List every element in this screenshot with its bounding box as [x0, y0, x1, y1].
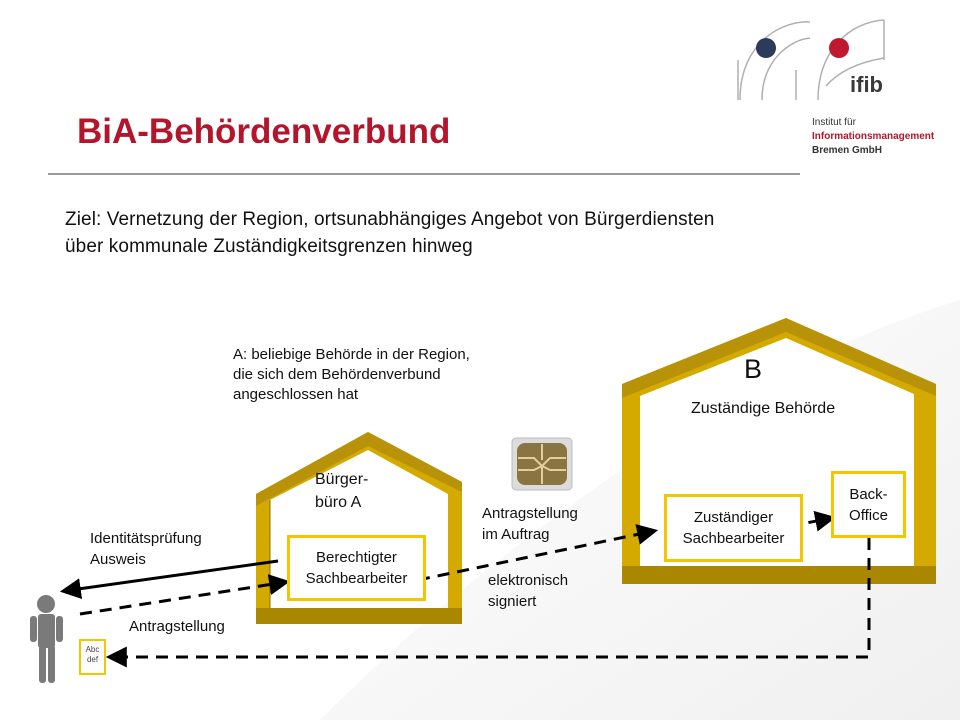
house-a-name-line-2: büro A — [315, 494, 362, 511]
document-line-2: def — [86, 655, 99, 664]
identity-label-line-1: Identitätsprüfung — [90, 530, 202, 547]
responsible-clerk-box — [664, 494, 803, 562]
ifib-logo-text — [812, 116, 934, 158]
back-office-line-2: Office — [849, 506, 888, 524]
note-a-line-2: die sich dem Behördenverbund — [233, 366, 441, 383]
house-b-letter: B — [744, 354, 763, 384]
ifib-logo-word: ifib — [850, 72, 883, 97]
goal-line-1: Ziel: Vernetzung der Region, ortsunabhängiges Angebot von Bürgerdiensten — [65, 209, 715, 230]
goal-text — [65, 206, 714, 260]
document-line-1: Abc — [85, 645, 100, 654]
note-a — [233, 345, 470, 405]
back-office-box — [831, 471, 906, 538]
goal-line-2: über kommunale Zuständigkeitsgrenzen hinweg — [65, 236, 473, 257]
authorized-clerk-box — [287, 535, 426, 601]
person-icon — [30, 595, 63, 683]
application-arrow — [80, 582, 286, 614]
page-title: BiA-Behördenverbund — [77, 112, 451, 151]
ifib-line-1: Institut für — [812, 117, 856, 128]
order-label-line-2: im Auftrag — [482, 526, 550, 543]
signed-label-line-1: elektronisch — [488, 572, 569, 589]
back-office-line-1: Back- — [849, 485, 888, 503]
responsible-clerk-line-2: Sachbearbeiter — [682, 530, 785, 547]
document-icon — [79, 639, 106, 675]
order-label — [482, 503, 578, 545]
house-a-name — [315, 468, 368, 514]
house-b-name: Zuständige Behörde — [691, 400, 836, 417]
responsible-clerk-line-1: Zuständiger — [693, 509, 774, 526]
identity-label — [90, 528, 202, 570]
chip-card-icon — [512, 438, 572, 490]
authorized-clerk-line-1: Berechtigter — [316, 549, 397, 566]
identity-label-line-2: Ausweis — [90, 551, 146, 568]
note-a-line-1: A: beliebige Behörde in der Region, — [233, 346, 470, 363]
house-a-name-line-1: Bürger- — [315, 471, 369, 488]
signed-label-line-2: signiert — [488, 593, 537, 610]
ifib-line-2: Informationsmanagement — [812, 131, 935, 142]
note-a-line-3: angeschlossen hat — [233, 386, 359, 403]
authorized-clerk-line-2: Sachbearbeiter — [305, 570, 408, 587]
application-label: Antragstellung — [129, 618, 225, 635]
signed-label — [488, 570, 568, 612]
ifib-line-3: Bremen GmbH — [812, 145, 883, 156]
order-label-line-1: Antragstellung — [482, 505, 578, 522]
